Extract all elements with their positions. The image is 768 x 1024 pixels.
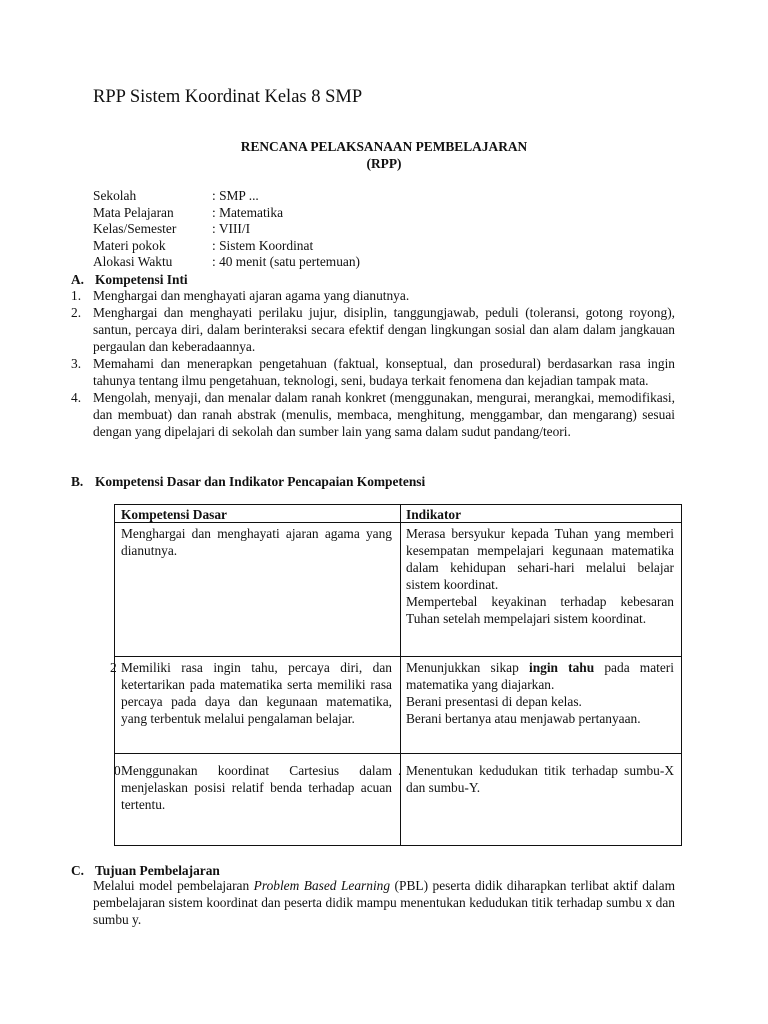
list-number: 4. (71, 390, 82, 405)
list-text: Mengolah, menyaji, dan menalar dalam ranah konkret (menggunakan, mengurai, merangkai, memodifikasi, dan membuat) dan ranah abstrak (menulis, membaca, menghitung, menggambar, dan mengarang) sesuai dengan yang dipelajari di sekolah dan sumber lain yang sama dalam sudut pandang/teori. (93, 390, 675, 439)
kompetensi-inti-list (71, 287, 675, 440)
indicator-text: Menunjukkan sikap (406, 660, 529, 675)
section-letter: B. (71, 474, 84, 489)
list-text: Menghargai dan menghayati perilaku jujur, disiplin, tanggungjawab, peduli (toleransi, gotong royong), santun, percaya diri, dalam berinteraksi secara efektif dengan lingkungan sosial dan alam dalam jangkauan pergaulan dan keberadaannya. (93, 305, 675, 354)
identity-value: : VIII/I (212, 221, 251, 237)
kd-cell: Menggunakan koordinat Cartesius dalam menjelaskan posisi relatif benda terhadap acuan tertentu. (121, 763, 392, 812)
identity-value: : 40 menit (satu pertemuan) (212, 254, 360, 270)
identity-row (93, 220, 513, 237)
indicator-item: Berani presentasi di depan kelas. (406, 694, 582, 709)
section-a-heading (71, 271, 188, 288)
identity-row (93, 237, 513, 254)
identity-label: Kelas/Semester (93, 221, 177, 237)
rpp-heading-line1: RENCANA PELAKSANAAN PEMBELAJARAN (240, 139, 528, 154)
list-text: Memahami dan menerapkan pengetahuan (faktual, konseptual, dan prosedural) berdasarkan rasa ingin tahunya tentang ilmu pengetahuan, teknologi, seni, budaya terkait fenomena dan kejadian tampak mata. (93, 356, 675, 388)
list-item (71, 287, 675, 304)
list-number: 1. (71, 288, 82, 303)
identity-label: Mata Pelajaran (93, 204, 174, 220)
table-row-divider (115, 656, 681, 657)
indicator-item: Mempertebal keyakinan terhadap kebesaran Tuhan setelah mempelajari sistem koordinat. (406, 594, 674, 626)
document-title: RPP Sistem Koordinat Kelas 8 SMP (93, 87, 363, 107)
indicator-item: Berani bertanya atau menjawab pertanyaan. (406, 711, 641, 726)
table-header-kd: Kompetensi Dasar (121, 507, 228, 522)
kd-number-fragment: 2 (110, 660, 117, 675)
section-title: Kompetensi Dasar dan Indikator Pencapaian Kompetensi (95, 474, 426, 489)
identity-block (93, 187, 513, 270)
list-number: 2. (71, 305, 82, 320)
identity-value: : Sistem Koordinat (212, 237, 314, 253)
indicator-item: Menentukan kedudukan titik terhadap sumbu-X dan sumbu-Y. (406, 763, 674, 795)
list-item (71, 304, 675, 355)
section-b-heading (71, 473, 425, 490)
section-letter: C. (71, 863, 85, 878)
indicator-emphasis: ingin tahu (528, 660, 595, 675)
section-title: Kompetensi Inti (95, 272, 188, 287)
identity-row (93, 253, 513, 270)
tujuan-paragraph (93, 877, 675, 928)
identity-label: Alokasi Waktu (93, 254, 173, 270)
tujuan-text: Melalui model pembelajaran (93, 878, 254, 893)
indicator-cell (406, 659, 674, 727)
identity-label: Materi pokok (93, 237, 166, 253)
indicator-item (406, 659, 674, 693)
identity-row (93, 187, 513, 204)
identity-value: : Matematika (212, 204, 284, 220)
competency-table (110, 504, 682, 846)
tujuan-model-name: Problem Based Learning (253, 878, 391, 893)
indicator-item: Merasa bersyukur kepada Tuhan yang memberi kesempatan mempelajari kegunaan matematika dalam kehidupan sehari-hari melalui belajar sistem koordinat. (406, 526, 674, 592)
tujuan-text: (PBL) peserta didik diharapkan terlibat aktif dalam pembelajaran sistem koordinat dan peserta didik mampu menentukan kedudukan titik terhadap sumbu x dan sumbu y. (93, 878, 675, 927)
indicator-cell (406, 762, 674, 796)
list-item (71, 355, 675, 389)
indicator-cell (406, 525, 674, 627)
identity-row (93, 204, 513, 221)
indicator-text: pada materi matematika yang diajarkan. (406, 660, 674, 692)
list-item (71, 389, 675, 440)
list-number: 3. (71, 356, 82, 371)
identity-value: : SMP ... (212, 188, 259, 203)
kd-cell: Menghargai dan menghayati ajaran agama yang dianutnya. (121, 526, 392, 558)
kd-number-fragment: 0 (114, 763, 121, 778)
identity-label: Sekolah (93, 188, 137, 203)
section-letter: A. (71, 272, 85, 287)
table-row-divider (115, 753, 681, 754)
indicator-number-fragment: . (398, 763, 402, 778)
table-column-divider (400, 505, 401, 845)
kd-cell: Memiliki rasa ingin tahu, percaya diri, dan ketertarikan pada matematika serta memiliki rasa percaya pada daya dan kegunaan matematika, yang terbentuk melalui pengalaman belajar. (121, 660, 392, 726)
section-title: Tujuan Pembelajaran (95, 863, 220, 878)
table-header-indicator: Indikator (406, 507, 462, 522)
rpp-heading-line2: (RPP) (366, 156, 402, 171)
list-text: Menghargai dan menghayati ajaran agama yang dianutnya. (93, 288, 410, 303)
rpp-heading (0, 138, 768, 172)
